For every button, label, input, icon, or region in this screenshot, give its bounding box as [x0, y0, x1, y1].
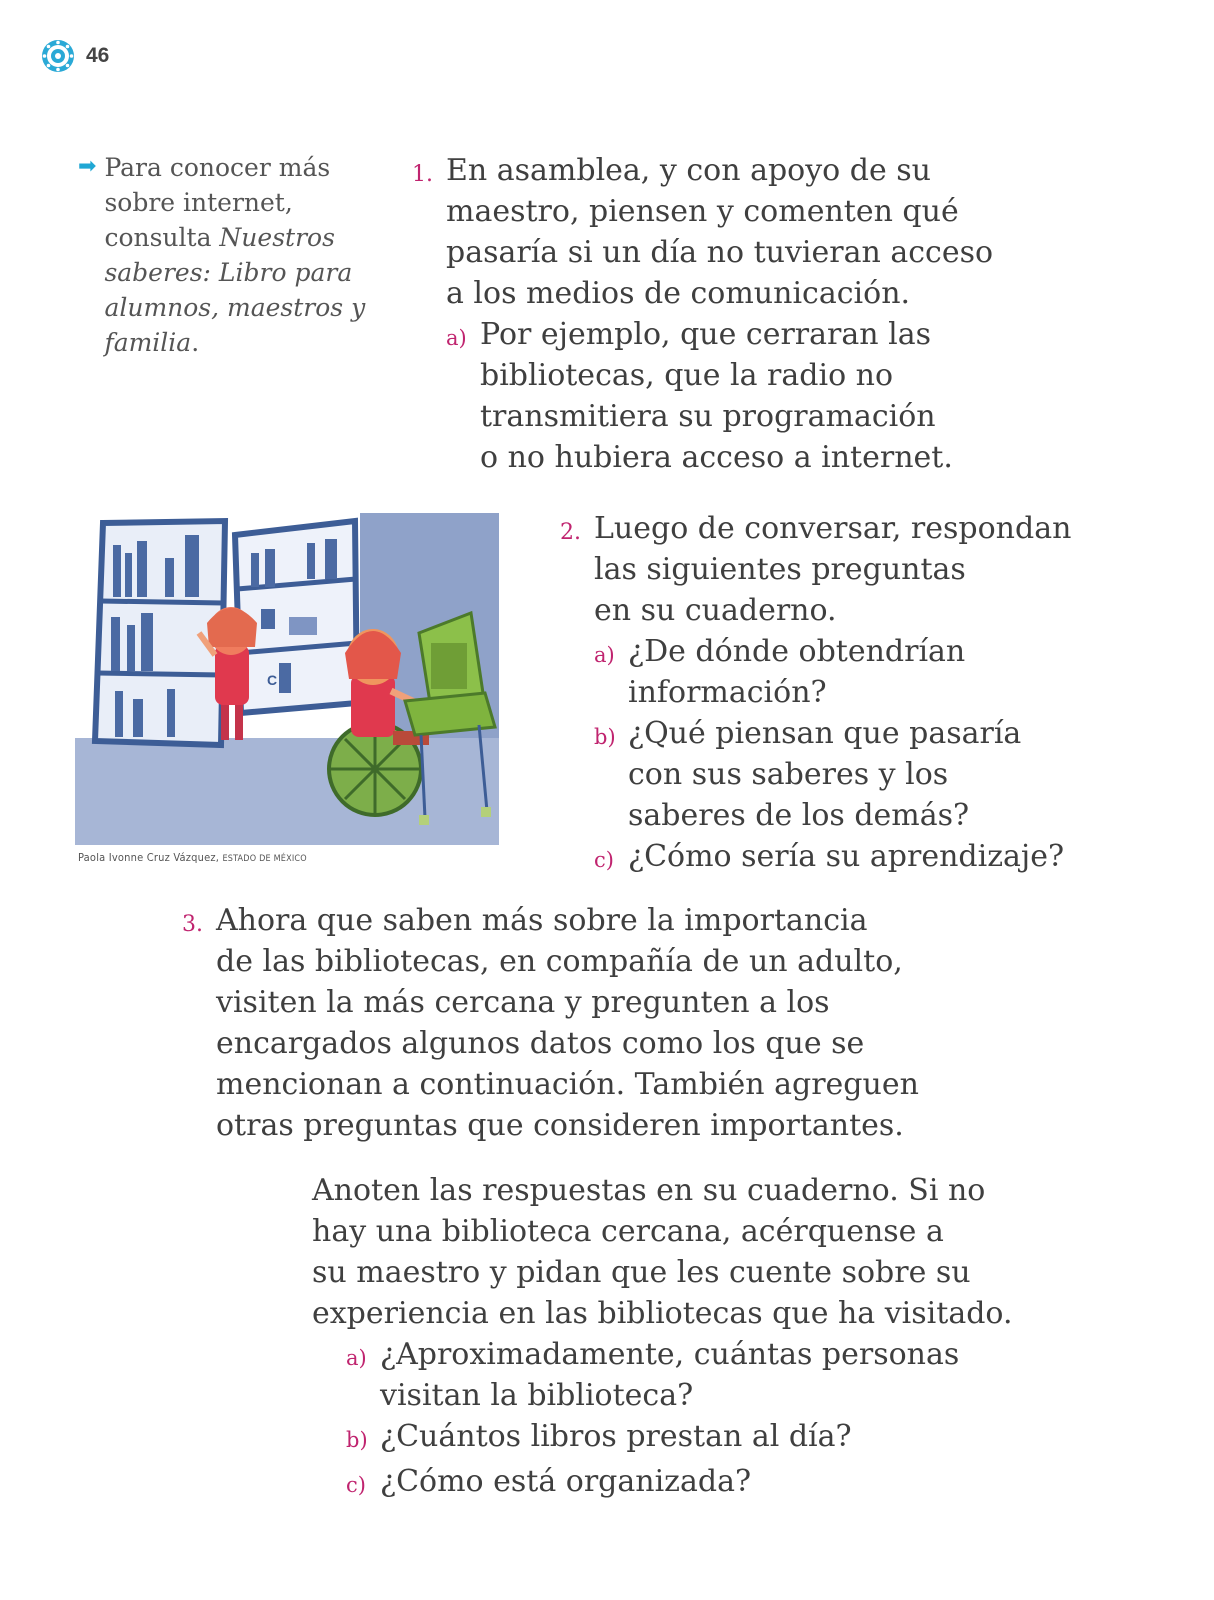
subitem-b: [346, 1416, 1072, 1461]
subitem-letter: a): [594, 643, 615, 667]
question-3: [182, 900, 962, 1146]
text-line: su maestro y pidan que les cuente sobre su: [312, 1255, 971, 1290]
text-line: otras preguntas que consideren importantes.: [216, 1108, 904, 1143]
text-line: pasaría si un día no tuvieran acceso: [446, 235, 994, 270]
instruction-text: [312, 1170, 1072, 1334]
subitem-letter: c): [594, 848, 614, 872]
text-line: experiencia en las bibliotecas que ha visitado.: [312, 1296, 1013, 1331]
caption-author: Paola Ivonne Cruz Vázquez,: [78, 851, 220, 864]
sidenote-book-title: Nuestros saberes: Libro para alumnos, maestros y familia: [104, 223, 366, 357]
question-text: [594, 508, 1071, 631]
text-line: en su cuaderno.: [594, 593, 837, 628]
text-line: información?: [628, 675, 827, 710]
subitem-letter: c): [346, 1473, 366, 1497]
sidenote: [78, 150, 368, 360]
question-text: [446, 150, 993, 314]
text-line: visiten la más cercana y pregunten a los: [216, 985, 830, 1020]
text-line: saberes de los demás?: [628, 798, 970, 833]
text-line: visitan la biblioteca?: [380, 1378, 694, 1413]
text-line: ¿Qué piensan que pasaría: [628, 716, 1022, 751]
question-number: 2.: [560, 520, 581, 545]
subitem-c: [346, 1461, 1072, 1506]
text-line: con sus saberes y los: [628, 757, 949, 792]
sidenote-text: [104, 150, 368, 360]
subitem-b: [594, 713, 1120, 836]
question-2: [560, 508, 1120, 881]
question-number: 1.: [412, 162, 433, 187]
library-illustration: [75, 513, 499, 845]
subitem-c: [594, 836, 1120, 881]
arrow-right-icon: ➡: [78, 154, 97, 179]
text-line: bibliotecas, que la radio no: [480, 358, 894, 393]
text-line: Ahora que saben más sobre la importancia: [216, 903, 868, 938]
page-header: [40, 38, 109, 74]
text-line: transmitiera su programación: [480, 399, 936, 434]
text-line: ¿Cómo está organizada?: [380, 1464, 752, 1499]
subitem-letter: b): [594, 725, 616, 749]
figure-caption: [78, 851, 307, 864]
subitem-letter: b): [346, 1428, 368, 1452]
poster-letter: C: [267, 672, 278, 688]
instruction-block: [312, 1170, 1072, 1506]
question-number: 3.: [182, 912, 203, 937]
text-line: Luego de conversar, respondan: [594, 511, 1072, 546]
subitem-a: [446, 314, 1052, 478]
subitem-a: [346, 1334, 1072, 1416]
caption-place: ESTADO DE MÉXICO: [222, 854, 307, 864]
subitem-letter: a): [446, 326, 467, 350]
subitem-letter: a): [346, 1346, 367, 1370]
subitem-a: [594, 631, 1120, 713]
text-line: maestro, piensen y comenten qué: [446, 194, 959, 229]
sidenote-plain: Para conocer más sobre internet, consulta: [104, 153, 331, 252]
text-line: hay una biblioteca cercana, acérquense a: [312, 1214, 944, 1249]
text-line: ¿Aproximadamente, cuántas personas: [380, 1337, 960, 1372]
text-line: Anoten las respuestas en su cuaderno. Si no: [312, 1173, 986, 1208]
illustration-drawing: [75, 513, 499, 845]
question-1: [412, 150, 1052, 478]
sidenote-end: .: [191, 328, 200, 357]
text-line: o no hubiera acceso a internet.: [480, 440, 953, 475]
ornament-icon: [40, 38, 76, 74]
text-line: las siguientes preguntas: [594, 552, 966, 587]
page-number: 46: [86, 44, 110, 67]
text-line: ¿Cómo sería su aprendizaje?: [628, 839, 1065, 874]
text-line: ¿Cuántos libros prestan al día?: [380, 1419, 852, 1454]
text-line: Por ejemplo, que cerraran las: [480, 317, 931, 352]
text-line: de las bibliotecas, en compañía de un adulto,: [216, 944, 903, 979]
text-line: a los medios de comunicación.: [446, 276, 911, 311]
text-line: encargados algunos datos como los que se: [216, 1026, 865, 1061]
text-line: ¿De dónde obtendrían: [628, 634, 966, 669]
text-line: En asamblea, y con apoyo de su: [446, 153, 931, 188]
question-text: [216, 900, 919, 1146]
text-line: mencionan a continuación. También agreguen: [216, 1067, 919, 1102]
